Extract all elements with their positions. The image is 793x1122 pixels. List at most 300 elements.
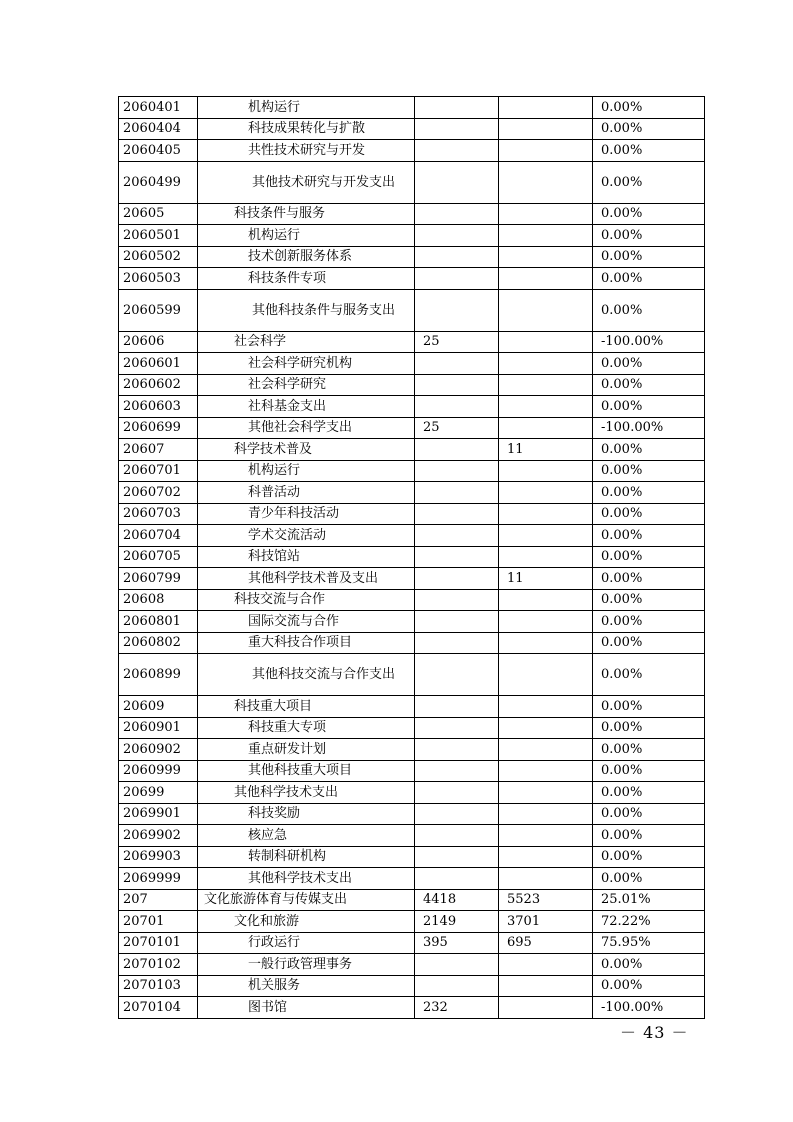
subject-code-cell-text: 2069902 <box>123 827 181 843</box>
amount-b-cell <box>499 140 593 162</box>
change-percent-cell <box>593 632 705 654</box>
subject-code-cell <box>119 589 198 611</box>
subject-code-cell <box>119 161 198 203</box>
table-row <box>119 246 705 268</box>
change-percent-cell <box>593 954 705 976</box>
amount-a-cell <box>415 868 499 890</box>
subject-code-cell-text: 2060603 <box>123 398 181 414</box>
subject-code-cell <box>119 825 198 847</box>
change-percent-cell-text: 0.00% <box>601 870 643 886</box>
amount-a-cell <box>415 568 499 590</box>
table-row <box>119 118 705 140</box>
change-percent-cell-text: 25.01% <box>601 892 651 908</box>
subject-name-cell <box>198 353 415 375</box>
subject-name-cell <box>198 717 415 739</box>
change-percent-cell-text: 75.95% <box>601 935 651 951</box>
subject-name-cell-text: 科技奖励 <box>248 806 301 822</box>
amount-a-cell-text: 395 <box>423 935 448 951</box>
subject-code-cell <box>119 654 198 696</box>
amount-b-cell <box>499 503 593 525</box>
subject-name-cell <box>198 782 415 804</box>
change-percent-cell-text: 72.22% <box>601 913 651 929</box>
subject-name-cell-text: 其他科技交流与合作支出 <box>252 667 396 682</box>
change-percent-cell <box>593 825 705 847</box>
subject-code-cell-text: 2060405 <box>123 142 181 158</box>
subject-code-cell <box>119 696 198 718</box>
subject-name-cell <box>198 161 415 203</box>
subject-code-cell <box>119 118 198 140</box>
subject-code-cell-text: 20608 <box>123 592 165 608</box>
subject-code-cell <box>119 911 198 933</box>
amount-b-cell <box>499 439 593 461</box>
amount-a-cell <box>415 417 499 439</box>
subject-name-cell <box>198 846 415 868</box>
subject-code-cell <box>119 439 198 461</box>
change-percent-cell-text: 0.00% <box>601 956 643 972</box>
subject-name-cell <box>198 525 415 547</box>
change-percent-cell-text: -100.00% <box>601 999 664 1015</box>
subject-name-cell <box>198 417 415 439</box>
amount-a-cell <box>415 589 499 611</box>
subject-name-cell <box>198 246 415 268</box>
change-percent-cell-text: 0.00% <box>601 484 643 500</box>
change-percent-cell-text: 0.00% <box>601 463 643 479</box>
change-percent-cell-text: 0.00% <box>601 570 643 586</box>
subject-code-cell-text: 2070103 <box>123 978 181 994</box>
amount-a-cell <box>415 632 499 654</box>
subject-name-cell <box>198 975 415 997</box>
subject-code-cell-text: 20605 <box>123 206 165 222</box>
subject-code-cell <box>119 997 198 1019</box>
subject-name-cell-text: 科技条件专项 <box>248 270 327 286</box>
amount-a-cell <box>415 439 499 461</box>
change-percent-cell-text: 0.00% <box>601 441 643 457</box>
amount-b-cell <box>499 632 593 654</box>
change-percent-cell <box>593 439 705 461</box>
amount-a-cell <box>415 225 499 247</box>
change-percent-cell-text: 0.00% <box>601 635 643 651</box>
change-percent-cell-text: 0.00% <box>601 506 643 522</box>
subject-code-cell <box>119 525 198 547</box>
change-percent-cell <box>593 482 705 504</box>
table-row <box>119 611 705 633</box>
subject-name-cell-text: 重大科技合作项目 <box>248 635 353 651</box>
change-percent-cell-text: 0.00% <box>601 249 643 265</box>
table-row <box>119 632 705 654</box>
change-percent-cell <box>593 889 705 911</box>
subject-name-cell <box>198 439 415 461</box>
subject-code-cell-text: 2060799 <box>123 570 181 586</box>
subject-name-cell-text: 国际交流与合作 <box>248 613 340 629</box>
subject-name-cell <box>198 289 415 331</box>
amount-b-cell <box>499 460 593 482</box>
change-percent-cell-text: 0.00% <box>601 613 643 629</box>
table-row <box>119 203 705 225</box>
subject-name-cell <box>198 654 415 696</box>
subject-code-cell <box>119 611 198 633</box>
subject-name-cell <box>198 118 415 140</box>
change-percent-cell <box>593 782 705 804</box>
subject-name-cell <box>198 203 415 225</box>
amount-a-cell <box>415 268 499 290</box>
subject-name-cell-text: 重点研发计划 <box>248 741 327 757</box>
amount-a-cell <box>415 760 499 782</box>
change-percent-cell <box>593 140 705 162</box>
subject-code-cell <box>119 417 198 439</box>
amount-b-cell <box>499 696 593 718</box>
change-percent-cell <box>593 225 705 247</box>
table-row <box>119 846 705 868</box>
amount-b-cell <box>499 846 593 868</box>
subject-name-cell-text: 其他科学技术支出 <box>248 870 353 886</box>
change-percent-cell-text: 0.00% <box>601 302 643 318</box>
change-percent-cell-text: 0.00% <box>601 667 643 682</box>
subject-name-cell <box>198 140 415 162</box>
subject-name-cell-text: 其他科学技术普及支出 <box>248 570 379 586</box>
amount-a-cell <box>415 739 499 761</box>
amount-a-cell <box>415 246 499 268</box>
subject-name-cell <box>198 825 415 847</box>
amount-a-cell <box>415 289 499 331</box>
subject-code-cell <box>119 482 198 504</box>
change-percent-cell <box>593 161 705 203</box>
subject-name-cell-text: 青少年科技活动 <box>248 506 340 522</box>
amount-b-cell <box>499 932 593 954</box>
subject-code-cell-text: 2060902 <box>123 741 181 757</box>
change-percent-cell <box>593 611 705 633</box>
amount-b-cell <box>499 353 593 375</box>
subject-code-cell <box>119 889 198 911</box>
subject-code-cell-text: 207 <box>123 892 148 908</box>
subject-name-cell-text: 科技重大项目 <box>234 698 313 714</box>
subject-code-cell <box>119 97 198 119</box>
amount-a-cell <box>415 374 499 396</box>
amount-a-cell <box>415 803 499 825</box>
change-percent-cell-text: 0.00% <box>601 827 643 843</box>
table-row <box>119 503 705 525</box>
amount-b-cell <box>499 161 593 203</box>
change-percent-cell <box>593 246 705 268</box>
change-percent-cell <box>593 997 705 1019</box>
table-row <box>119 396 705 418</box>
subject-name-cell <box>198 760 415 782</box>
table-row <box>119 889 705 911</box>
amount-a-cell <box>415 911 499 933</box>
subject-name-cell <box>198 889 415 911</box>
amount-b-cell <box>499 954 593 976</box>
amount-a-cell <box>415 396 499 418</box>
subject-name-cell <box>198 396 415 418</box>
subject-code-cell-text: 20699 <box>123 784 165 800</box>
table-row <box>119 911 705 933</box>
amount-b-cell <box>499 396 593 418</box>
table-row <box>119 374 705 396</box>
amount-a-cell <box>415 97 499 119</box>
subject-code-cell-text: 2060499 <box>123 174 181 190</box>
subject-name-cell-text: 机构运行 <box>248 463 301 479</box>
table-row <box>119 654 705 696</box>
subject-code-cell-text: 2060703 <box>123 506 181 522</box>
amount-b-cell <box>499 246 593 268</box>
change-percent-cell <box>593 331 705 353</box>
amount-b-cell <box>499 782 593 804</box>
change-percent-cell <box>593 417 705 439</box>
subject-code-cell <box>119 739 198 761</box>
subject-name-cell <box>198 546 415 568</box>
subject-code-cell-text: 2070104 <box>123 999 181 1015</box>
change-percent-cell-text: 0.00% <box>601 527 643 543</box>
amount-b-cell <box>499 289 593 331</box>
change-percent-cell-text: 0.00% <box>601 549 643 565</box>
table-row <box>119 417 705 439</box>
amount-b-cell <box>499 760 593 782</box>
table-row <box>119 568 705 590</box>
amount-b-cell-text: 11 <box>507 570 524 586</box>
amount-b-cell-text: 11 <box>507 441 524 457</box>
subject-code-cell-text: 2060999 <box>123 763 181 779</box>
subject-name-cell-text: 图书馆 <box>248 999 288 1015</box>
subject-name-cell <box>198 911 415 933</box>
subject-code-cell-text: 2060901 <box>123 720 181 736</box>
subject-code-cell-text: 2070102 <box>123 956 181 972</box>
change-percent-cell <box>593 717 705 739</box>
subject-code-cell-text: 2060503 <box>123 270 181 286</box>
subject-name-cell-text: 科技条件与服务 <box>234 206 326 222</box>
subject-code-cell <box>119 760 198 782</box>
amount-a-cell <box>415 825 499 847</box>
amount-a-cell <box>415 782 499 804</box>
subject-code-cell <box>119 568 198 590</box>
subject-code-cell-text: 2060701 <box>123 463 181 479</box>
change-percent-cell-text: 0.00% <box>601 142 643 158</box>
table-row <box>119 589 705 611</box>
amount-b-cell <box>499 717 593 739</box>
subject-code-cell-text: 2060699 <box>123 420 181 436</box>
amount-b-cell <box>499 331 593 353</box>
subject-code-cell-text: 2060704 <box>123 527 181 543</box>
change-percent-cell <box>593 975 705 997</box>
change-percent-cell <box>593 268 705 290</box>
subject-name-cell <box>198 739 415 761</box>
subject-name-cell <box>198 997 415 1019</box>
subject-name-cell-text: 其他科学技术支出 <box>234 784 339 800</box>
change-percent-cell-text: 0.00% <box>601 720 643 736</box>
change-percent-cell <box>593 525 705 547</box>
subject-name-cell-text: 其他科技条件与服务支出 <box>252 302 396 318</box>
table-row <box>119 460 705 482</box>
table-row <box>119 225 705 247</box>
subject-name-cell <box>198 696 415 718</box>
amount-b-cell <box>499 868 593 890</box>
subject-name-cell-text: 社会科学研究 <box>248 377 327 393</box>
amount-a-cell-text: 25 <box>423 334 440 350</box>
subject-name-cell-text: 行政运行 <box>248 935 301 951</box>
subject-code-cell <box>119 331 198 353</box>
subject-name-cell-text: 社会科学 <box>234 334 287 350</box>
subject-name-cell-text: 技术创新服务体系 <box>248 249 353 265</box>
table-row <box>119 97 705 119</box>
table-row <box>119 268 705 290</box>
amount-a-cell <box>415 654 499 696</box>
amount-a-cell <box>415 717 499 739</box>
subject-name-cell-text: 科普活动 <box>248 484 301 500</box>
subject-code-cell <box>119 546 198 568</box>
subject-name-cell-text: 学术交流活动 <box>248 527 327 543</box>
subject-name-cell-text: 科技交流与合作 <box>234 592 326 608</box>
amount-a-cell <box>415 932 499 954</box>
subject-name-cell <box>198 611 415 633</box>
table-row <box>119 546 705 568</box>
change-percent-cell-text: 0.00% <box>601 398 643 414</box>
amount-a-cell <box>415 482 499 504</box>
change-percent-cell-text: 0.00% <box>601 355 643 371</box>
subject-code-cell <box>119 717 198 739</box>
amount-a-cell <box>415 546 499 568</box>
change-percent-cell <box>593 932 705 954</box>
change-percent-cell <box>593 353 705 375</box>
subject-name-cell-text: 科技馆站 <box>248 549 301 565</box>
amount-b-cell <box>499 97 593 119</box>
amount-a-cell-text: 25 <box>423 420 440 436</box>
subject-code-cell <box>119 932 198 954</box>
amount-b-cell <box>499 889 593 911</box>
amount-b-cell <box>499 417 593 439</box>
change-percent-cell <box>593 546 705 568</box>
amount-b-cell <box>499 739 593 761</box>
amount-a-cell-text: 232 <box>423 999 448 1015</box>
table-row <box>119 868 705 890</box>
subject-name-cell-text: 机构运行 <box>248 99 301 115</box>
subject-code-cell-text: 2060702 <box>123 484 181 500</box>
change-percent-cell <box>593 460 705 482</box>
subject-code-cell-text: 2060602 <box>123 377 181 393</box>
change-percent-cell-text: 0.00% <box>601 270 643 286</box>
subject-name-cell <box>198 268 415 290</box>
amount-b-cell <box>499 482 593 504</box>
subject-name-cell <box>198 932 415 954</box>
subject-code-cell <box>119 396 198 418</box>
amount-a-cell-text: 2149 <box>423 913 457 929</box>
subject-name-cell <box>198 568 415 590</box>
subject-code-cell <box>119 803 198 825</box>
amount-b-cell <box>499 525 593 547</box>
subject-code-cell-text: 2060899 <box>123 667 181 682</box>
subject-code-cell <box>119 846 198 868</box>
amount-a-cell <box>415 203 499 225</box>
change-percent-cell <box>593 846 705 868</box>
table-row <box>119 825 705 847</box>
subject-name-cell <box>198 589 415 611</box>
table-body <box>119 97 705 1019</box>
change-percent-cell <box>593 396 705 418</box>
amount-a-cell <box>415 140 499 162</box>
subject-code-cell <box>119 503 198 525</box>
amount-b-cell <box>499 546 593 568</box>
amount-b-cell <box>499 589 593 611</box>
subject-name-cell <box>198 331 415 353</box>
table-row <box>119 161 705 203</box>
change-percent-cell-text: 0.00% <box>601 741 643 757</box>
amount-b-cell-text: 695 <box>507 935 532 951</box>
change-percent-cell-text: 0.00% <box>601 698 643 714</box>
table-row <box>119 140 705 162</box>
change-percent-cell <box>593 203 705 225</box>
change-percent-cell-text: 0.00% <box>601 763 643 779</box>
amount-a-cell <box>415 997 499 1019</box>
subject-code-cell-text: 2060802 <box>123 635 181 651</box>
amount-a-cell <box>415 161 499 203</box>
amount-a-cell <box>415 118 499 140</box>
amount-a-cell <box>415 954 499 976</box>
subject-code-cell <box>119 460 198 482</box>
amount-a-cell <box>415 353 499 375</box>
table-row <box>119 932 705 954</box>
subject-name-cell <box>198 803 415 825</box>
change-percent-cell-text: 0.00% <box>601 784 643 800</box>
subject-name-cell-text: 科学技术普及 <box>234 441 313 457</box>
subject-name-cell-text: 其他科技重大项目 <box>248 763 353 779</box>
subject-name-cell-text: 科技成果转化与扩散 <box>248 121 366 137</box>
subject-name-cell <box>198 225 415 247</box>
change-percent-cell-text: 0.00% <box>601 592 643 608</box>
subject-code-cell-text: 20609 <box>123 698 165 714</box>
amount-b-cell <box>499 654 593 696</box>
change-percent-cell <box>593 589 705 611</box>
amount-b-cell <box>499 997 593 1019</box>
subject-name-cell-text: 共性技术研究与开发 <box>248 142 366 158</box>
change-percent-cell <box>593 868 705 890</box>
subject-name-cell <box>198 482 415 504</box>
subject-code-cell <box>119 203 198 225</box>
amount-b-cell <box>499 118 593 140</box>
change-percent-cell <box>593 374 705 396</box>
change-percent-cell-text: 0.00% <box>601 121 643 137</box>
amount-a-cell <box>415 975 499 997</box>
subject-name-cell <box>198 374 415 396</box>
table-row <box>119 696 705 718</box>
subject-code-cell <box>119 374 198 396</box>
table-row <box>119 803 705 825</box>
change-percent-cell <box>593 739 705 761</box>
amount-b-cell <box>499 203 593 225</box>
subject-name-cell-text: 其他技术研究与开发支出 <box>252 174 396 190</box>
change-percent-cell-text: 0.00% <box>601 99 643 115</box>
subject-name-cell <box>198 954 415 976</box>
amount-a-cell <box>415 503 499 525</box>
subject-code-cell-text: 2069901 <box>123 806 181 822</box>
change-percent-cell <box>593 118 705 140</box>
subject-name-cell-text: 一般行政管理事务 <box>248 956 353 972</box>
subject-code-cell-text: 2070101 <box>123 935 181 951</box>
amount-a-cell <box>415 460 499 482</box>
subject-name-cell <box>198 868 415 890</box>
change-percent-cell-text: 0.00% <box>601 227 643 243</box>
subject-code-cell-text: 2060502 <box>123 249 181 265</box>
subject-code-cell-text: 2060801 <box>123 613 181 629</box>
change-percent-cell-text: 0.00% <box>601 174 643 190</box>
change-percent-cell-text: 0.00% <box>601 806 643 822</box>
subject-code-cell-text: 2060401 <box>123 99 181 115</box>
amount-a-cell-text: 4418 <box>423 892 457 908</box>
subject-name-cell-text: 文化和旅游 <box>234 913 300 929</box>
subject-code-cell <box>119 782 198 804</box>
change-percent-cell-text: -100.00% <box>601 334 664 350</box>
subject-name-cell <box>198 503 415 525</box>
amount-b-cell <box>499 911 593 933</box>
table-row <box>119 439 705 461</box>
subject-name-cell <box>198 460 415 482</box>
amount-b-cell <box>499 268 593 290</box>
